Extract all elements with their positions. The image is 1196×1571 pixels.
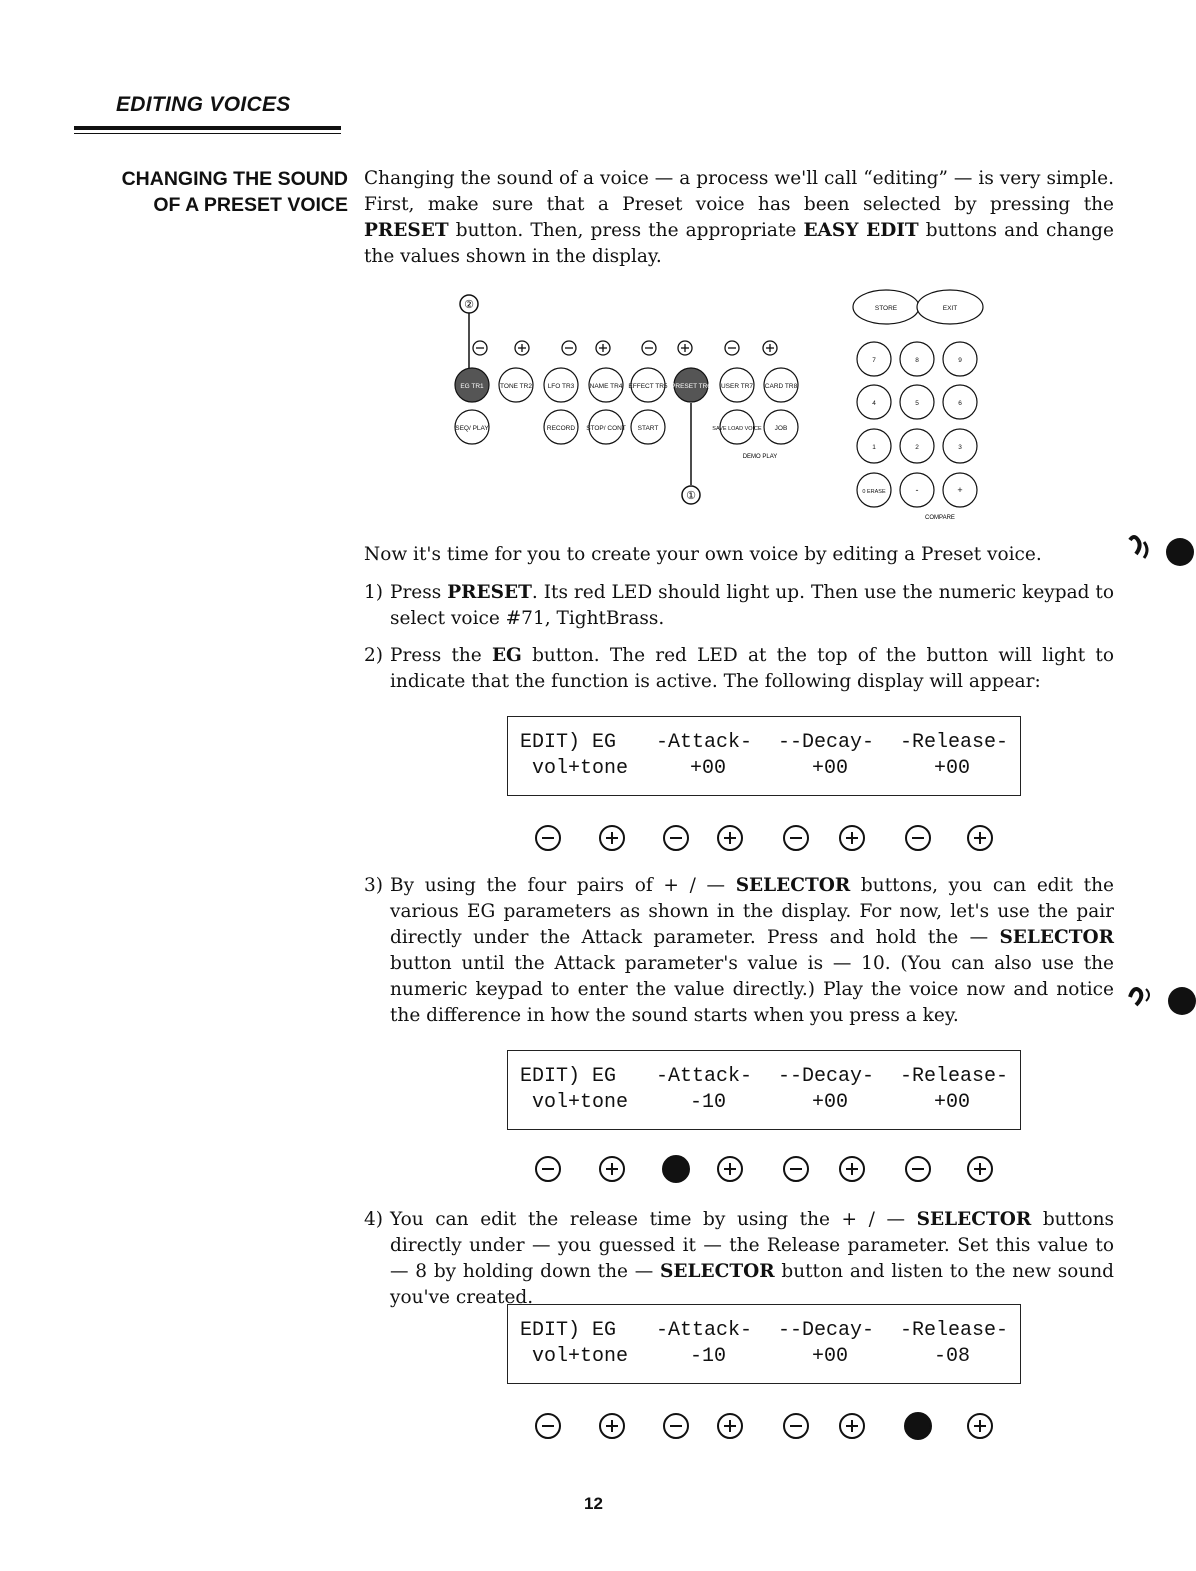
key-plus: + <box>957 485 963 495</box>
selector-button-row <box>532 820 1002 856</box>
step-text: buttons, you can edit the various EG parameters as shown in the display. For now, let's use the pair directly under the Attack parameter. Press and hold the — <box>390 875 1114 948</box>
lcd-attack-value: -10 <box>690 1345 727 1368</box>
record-button: RECORD <box>546 425 576 432</box>
lead-paragraph: Now it's time for you to create your own voice by editing a Preset voice. <box>364 544 1042 565</box>
callout-2-label: ② <box>464 299 474 311</box>
eg-term: EG <box>491 645 522 666</box>
seq-play-button: SEQ/ PLAY <box>455 425 489 432</box>
plus-selector-icon <box>718 826 742 850</box>
name-button: NAME TR4 <box>589 383 623 390</box>
minus-selector-icon <box>906 1157 930 1181</box>
start-button: START <box>637 425 659 432</box>
minus-selector-icon <box>784 826 808 850</box>
plus-selector-icon <box>968 826 992 850</box>
step-number: 3) <box>364 875 383 896</box>
step-text: buttons directly under — you guessed it — the Release parameter. Set this value to — 8 by holding down the — <box>390 1209 1114 1282</box>
key-5: 5 <box>915 400 919 407</box>
step-3 <box>364 873 1114 1029</box>
lcd-release-value: +00 <box>934 1091 971 1114</box>
step-text: button and listen to the new sound you've created. <box>390 1261 1114 1308</box>
lcd-release-value: -08 <box>934 1345 971 1368</box>
step-text: You can edit the release time by using the + / — <box>390 1209 917 1230</box>
plus-selector-icon <box>968 1414 992 1438</box>
lcd-attack-label: -Attack- <box>656 1319 753 1342</box>
plus-selector-icon <box>840 826 864 850</box>
key-0-erase: 0 ERASE <box>862 489 886 495</box>
lcd-release-label: -Release- <box>900 731 1009 754</box>
lcd-param: vol+tone <box>532 757 629 780</box>
lcd-attack-value: -10 <box>690 1091 727 1114</box>
sound-icon <box>1124 975 1196 1024</box>
plus-selector-icon <box>600 1157 624 1181</box>
lcd-attack-value: +00 <box>690 757 727 780</box>
lcd-attack-label: -Attack- <box>656 1065 753 1088</box>
lcd-release-label: -Release- <box>900 1319 1009 1342</box>
lcd-decay-value: +00 <box>812 757 849 780</box>
side-heading-line1: CHANGING THE SOUND <box>121 168 348 190</box>
side-heading-line2: OF A PRESET VOICE <box>153 194 348 216</box>
preset-term: PRESET <box>364 220 449 241</box>
minus-selector-icon <box>536 1157 560 1181</box>
selector-button-row <box>532 1408 1002 1444</box>
easy-edit-term: EASY EDIT <box>803 220 919 241</box>
minus-selector-icon <box>536 1414 560 1438</box>
job-button: JOB <box>774 425 788 432</box>
lcd-attack-label: -Attack- <box>656 731 753 754</box>
minus-selector-icon <box>664 1414 688 1438</box>
step-text: Press the <box>390 645 492 666</box>
intro-text: Changing the sound of a voice — a process we'll call “editing” — is very simple. First, make sure that a Preset voice has been selected by pressing the <box>364 168 1114 215</box>
lfo-button: LFO TR3 <box>547 383 575 390</box>
step-1 <box>364 580 1114 632</box>
plus-selector-icon <box>600 1414 624 1438</box>
step-number: 4) <box>364 1209 383 1230</box>
pressed-minus-selector-icon <box>663 1156 689 1182</box>
selector-term: SELECTOR <box>916 1209 1032 1230</box>
preset-button: PRESET TR6 <box>671 383 711 390</box>
key-minus: - <box>915 485 919 495</box>
lcd-decay-label: --Decay- <box>778 1319 875 1342</box>
step-text: button. The red LED at the top of the button will light to indicate that the function is active. The following display will appear: <box>390 645 1114 692</box>
step-number: 1) <box>364 582 383 603</box>
preset-term: PRESET <box>447 582 532 603</box>
save-load-button: SAVE LOAD VOICE <box>712 426 762 432</box>
lcd-mode: EDIT) EG <box>520 731 617 754</box>
title-rule <box>74 126 341 130</box>
title-rule-thin <box>74 133 341 134</box>
demo-play-label: DEMO PLAY <box>742 454 778 460</box>
minus-selector-icon <box>784 1157 808 1181</box>
intro-paragraph <box>364 166 1114 270</box>
key-8: 8 <box>915 357 919 364</box>
lcd-mode: EDIT) EG <box>520 1065 617 1088</box>
intro-text: button. Then, press the appropriate <box>448 220 804 241</box>
key-7: 7 <box>872 357 876 364</box>
lcd-param: vol+tone <box>532 1345 629 1368</box>
selector-term: SELECTOR <box>999 927 1114 948</box>
selector-term: SELECTOR <box>660 1261 775 1282</box>
page-number: 12 <box>584 1494 603 1513</box>
step-2 <box>364 643 1114 695</box>
step-text: Press <box>390 582 448 603</box>
selector-term: SELECTOR <box>735 875 851 896</box>
plus-selector-icon <box>718 1157 742 1181</box>
eg-button: EG TR1 <box>460 383 484 390</box>
panel-selector-row <box>473 341 777 355</box>
stop-cont-button: STOP/ CONT <box>586 425 626 432</box>
plus-selector-icon <box>840 1157 864 1181</box>
selector-button-row <box>532 1151 1002 1187</box>
callout-1-label: ① <box>686 490 696 502</box>
lcd-display <box>507 1050 1021 1130</box>
side-heading <box>70 166 348 218</box>
step-text: button until the Attack parameter's value is — 10. (You can also use the numeric keypad to enter the value directly.) Play the voice now and notice the difference in how the sound starts when you press a key. <box>390 953 1114 1026</box>
minus-selector-icon <box>536 826 560 850</box>
key-3: 3 <box>958 444 962 451</box>
tone-button: TONE TR2 <box>500 383 532 390</box>
intro-text: buttons and change the values shown in the display. <box>364 220 1114 267</box>
plus-selector-icon <box>968 1157 992 1181</box>
effect-button: EFFECT TR5 <box>628 383 668 390</box>
exit-key: EXIT <box>942 305 958 312</box>
lcd-display <box>507 716 1021 796</box>
lcd-display <box>507 1304 1021 1384</box>
user-button: USER TR7 <box>720 383 754 390</box>
lcd-decay-label: --Decay- <box>778 731 875 754</box>
step-4 <box>364 1207 1114 1311</box>
lcd-decay-value: +00 <box>812 1345 849 1368</box>
key-1: 1 <box>872 444 876 451</box>
step-number: 2) <box>364 645 383 666</box>
plus-selector-icon <box>600 826 624 850</box>
card-button: CARD TR8 <box>764 383 798 390</box>
lcd-param: vol+tone <box>532 1091 629 1114</box>
lcd-decay-value: +00 <box>812 1091 849 1114</box>
lcd-decay-label: --Decay- <box>778 1065 875 1088</box>
key-9: 9 <box>958 357 962 364</box>
sound-icon <box>1124 530 1196 579</box>
lcd-release-value: +00 <box>934 757 971 780</box>
lcd-release-label: -Release- <box>900 1065 1009 1088</box>
pressed-minus-selector-icon <box>905 1413 931 1439</box>
compare-label: COMPARE <box>925 515 955 521</box>
key-2: 2 <box>915 444 919 451</box>
minus-selector-icon <box>664 826 688 850</box>
section-title: EDITING VOICES <box>116 93 291 116</box>
plus-selector-icon <box>840 1414 864 1438</box>
key-4: 4 <box>872 400 876 407</box>
step-text: By using the four pairs of + / — <box>390 875 736 896</box>
key-6: 6 <box>958 400 962 407</box>
lcd-mode: EDIT) EG <box>520 1319 617 1342</box>
plus-selector-icon <box>718 1414 742 1438</box>
step-text: . Its red LED should light up. Then use the numeric keypad to select voice #71, TightBrass. <box>390 582 1115 629</box>
front-panel-illustration <box>450 285 990 535</box>
store-key: STORE <box>874 305 898 312</box>
minus-selector-icon <box>784 1414 808 1438</box>
minus-selector-icon <box>906 826 930 850</box>
